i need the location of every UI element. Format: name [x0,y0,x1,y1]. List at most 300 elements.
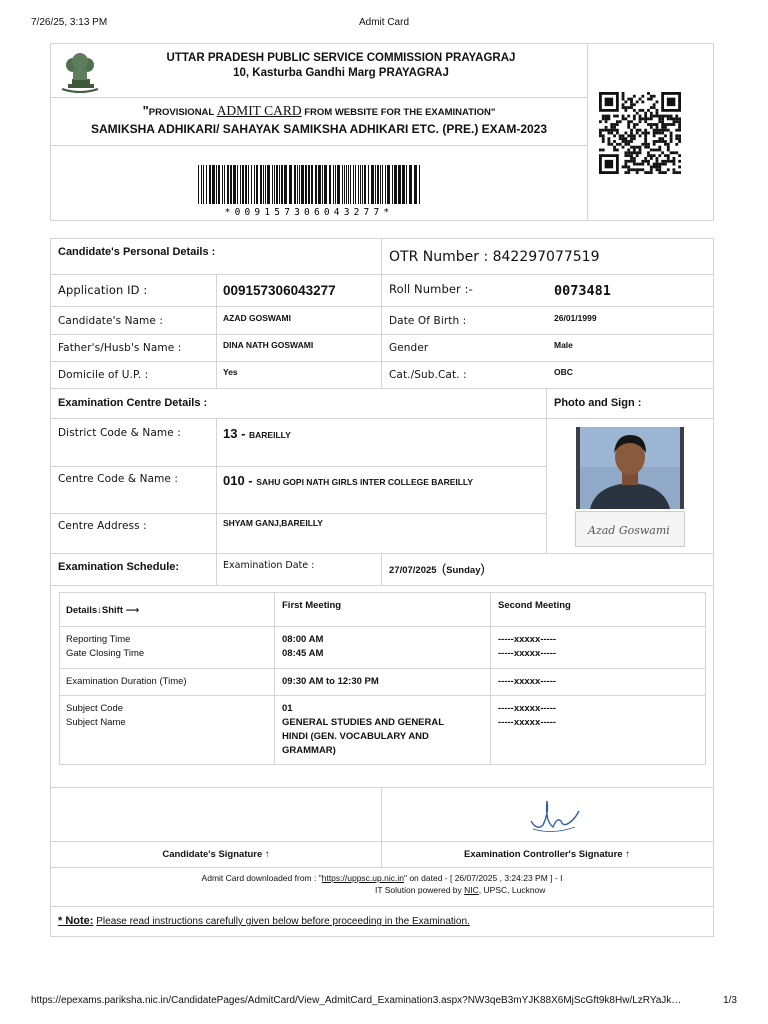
qr-module [667,160,670,163]
qr-module [627,106,630,109]
qr-module [650,123,653,126]
domicile-value: Yes [223,367,238,377]
qr-module [673,120,676,123]
qr-module [653,103,656,106]
qr-module [653,166,656,169]
barcode-bar [301,165,304,204]
qr-module [661,163,664,166]
barcode-bar [308,165,310,204]
qr-module [630,160,633,163]
barcode-bar [218,165,220,204]
divider [51,274,713,275]
barcode-bar [198,165,199,204]
qr-module [641,143,644,146]
divider [51,466,546,467]
qr-module [622,98,625,101]
otr-value: 842297077519 [492,249,600,265]
qr-module [630,129,633,132]
gate-closing-label: Gate Closing Time [66,648,145,659]
qr-module [622,115,625,118]
barcode-bar [299,165,300,204]
subject-code-label: Subject Code [66,703,124,714]
qr-module [613,126,616,129]
personal-details-title: Candidate's Personal Details : [58,246,216,258]
barcode-bar [419,165,420,204]
qr-module [624,106,627,109]
barcode-bar [315,165,317,204]
qr-module [658,146,661,149]
qr-module [678,117,681,120]
qr-module [661,137,664,140]
divider [381,239,382,388]
qr-module [641,117,644,120]
qr-module [675,129,678,132]
qr-module [664,160,667,163]
qr-module [647,109,650,112]
qr-module [673,117,676,120]
qr-module [653,140,656,143]
barcode-bar [242,165,244,204]
qr-module [602,149,605,152]
barcode-bar [371,165,374,204]
barcode-bar [230,165,232,204]
subject-name-second: -----xxxxx----- [498,717,557,728]
exam-date-value [389,561,485,576]
candidate-name-label: Candidate's Name : [58,315,164,327]
qr-module [633,168,636,171]
barcode-bar [256,165,258,204]
qr-module [664,143,667,146]
day-open: ( [441,561,447,576]
barcode-bar [362,165,363,204]
barcode-bar [245,165,247,204]
barcode-bar [398,165,401,204]
qr-module [641,132,644,135]
qr-module [641,100,644,103]
qr-module [619,120,622,123]
qr-module [633,103,636,106]
qr-module [641,160,644,163]
barcode-bar [206,165,207,204]
divider [60,668,705,669]
qr-module [624,163,627,166]
qr-module [673,168,676,171]
qr-module [650,157,653,160]
qr-module [653,106,656,109]
download-url[interactable]: https://uppsc.up.nic.in [321,873,404,883]
qr-module [644,143,647,146]
qr-module [656,123,659,126]
qr-module [644,171,647,174]
qr-module [633,157,636,160]
qr-module [622,146,625,149]
qr-module [661,160,664,163]
barcode-bar [380,165,381,204]
qr-module [675,137,678,140]
qr-module [658,168,661,171]
qr-module [647,92,650,95]
qr-module [605,115,608,118]
qr-module [667,154,670,157]
qr-module [650,126,653,129]
barcode-bar [274,165,275,204]
qr-module [633,134,636,137]
qr-module [661,115,664,118]
subject-code-first: 01 [282,703,293,714]
barcode-bar [402,165,405,204]
qr-module [636,132,639,135]
qr-module [661,120,664,123]
qr-module [647,123,650,126]
qr-module [605,117,608,120]
qr-module [673,160,676,163]
qr-module [664,123,667,126]
centre-details-title: Examination Centre Details : [58,397,208,409]
qr-module [639,168,642,171]
qr-module [633,163,636,166]
qr-module [653,132,656,135]
qr-module [602,134,605,137]
nic-link[interactable]: NIC [464,885,479,895]
qr-module [650,154,653,157]
divider [51,361,713,362]
centre-name: SAHU GOPI NATH GIRLS INTER COLLEGE BAREILLY [256,477,474,487]
qr-module [644,115,647,118]
qr-module [613,115,616,118]
qr-module [633,160,636,163]
qr-module [633,123,636,126]
barcode-bar [358,165,359,204]
qr-module [607,132,610,135]
candidate-name-value: AZAD GOSWAMI [223,313,291,323]
otr-number [389,249,600,265]
qr-module [667,123,670,126]
qr-module [658,137,661,140]
qr-module [656,140,659,143]
qr-module [675,120,678,123]
barcode-bar [382,165,383,204]
qr-module [647,154,650,157]
qr-module [667,129,670,132]
duration-label: Examination Duration (Time) [66,676,187,687]
qr-module [602,137,605,140]
qr-module [678,137,681,140]
qr-module [661,126,664,129]
qr-module [639,115,642,118]
qr-module [613,146,616,149]
divider [51,867,713,868]
subject-name-first-2: HINDI (GEN. VOCABULARY AND [282,731,429,742]
qr-module [675,134,678,137]
qr-module [670,151,673,154]
qr-module [664,134,667,137]
qr-module [656,132,659,135]
qr-module [644,146,647,149]
admit-card-header [50,43,714,221]
barcode-bar [375,165,376,204]
dob-value: 26/01/1999 [554,313,597,323]
qr-module [639,117,642,120]
divider [51,841,713,842]
qr-module [624,143,627,146]
qr-module [624,154,627,157]
qr-module [610,123,613,126]
qr-module [667,157,670,160]
qr-module [630,146,633,149]
exam-day: Sunday [446,565,481,576]
qr-module [616,129,619,132]
qr-module [622,106,625,109]
qr-module [622,117,625,120]
qr-module [627,168,630,171]
qr-module [636,154,639,157]
print-title: Admit Card [358,17,409,28]
exam-title-pre: PROVISIONAL [148,107,217,118]
qr-module [613,149,616,152]
qr-module [667,149,670,152]
qr-module [599,134,602,137]
instruction-note [58,915,470,927]
qr-module [644,140,647,143]
qr-module [653,163,656,166]
qr-module [647,171,650,174]
print-footer [0,995,768,1009]
qr-module [636,129,639,132]
barcode-bar [406,165,407,204]
qr-module [619,134,622,137]
qr-module [678,160,681,163]
exam-name: SAMIKSHA ADHIKARI/ SAHAYAK SAMIKSHA ADHIKARI ETC. (PRE.) EXAM-2023 [90,122,548,136]
gate-closing-first: 08:45 AM [282,648,324,659]
qr-module [624,100,627,103]
divider [60,695,705,696]
qr-module [656,149,659,152]
print-header [0,17,768,31]
qr-module [636,146,639,149]
district-value [223,426,291,441]
candidate-signature-label: Candidate's Signature ↑ [162,849,270,860]
qr-module [639,151,642,154]
admit-card-label: ADMIT CARD [216,103,302,118]
barcode-bar [355,165,356,204]
qr-module [607,115,610,118]
application-id-label: Application ID : [58,283,148,297]
qr-module [650,149,653,152]
barcode-bar [224,165,225,204]
qr-module [624,137,627,140]
qr-module [627,115,630,118]
qr-module [641,109,644,112]
qr-module [602,117,605,120]
centre-value [223,473,473,488]
barcode [194,164,424,216]
qr-module [619,143,622,146]
barcode-bar [311,165,313,204]
barcode-bar [360,165,361,204]
photo-sign-label: Photo and Sign : [554,397,642,409]
gender-label: Gender [389,342,429,354]
barcode-bar [248,165,249,204]
qr-module [613,123,616,126]
qr-module [605,120,608,123]
qr-module [656,166,659,169]
qr-module [673,157,676,160]
qr-module [647,117,650,120]
qr-module [653,149,656,152]
qr-module [607,143,610,146]
qr-module [678,134,681,137]
qr-module [616,120,619,123]
qr-module [630,168,633,171]
qr-module [639,146,642,149]
centre-address-value: SHYAM GANJ,BAREILLY [223,518,323,528]
qr-module [599,149,602,152]
qr-module [647,151,650,154]
barcode-bar [350,165,351,204]
barcode-bar [260,165,262,204]
qr-module [610,132,613,135]
qr-module [658,154,661,157]
qr-module [627,98,630,101]
qr-module [639,98,642,101]
qr-module [639,129,642,132]
qr-module [602,140,605,143]
barcode-bar [216,165,217,204]
centre-address-label: Centre Address : [58,520,147,532]
controller-signature [523,791,585,839]
qr-module [670,123,673,126]
barcode-bar [377,165,379,204]
qr-module [630,132,633,135]
qr-module [678,166,681,169]
qr-module [656,109,659,112]
qr-module [650,117,653,120]
divider [546,388,547,553]
exam-title [51,102,587,137]
qr-module [661,151,664,154]
qr-module [678,123,681,126]
candidate-photo-sign [575,511,685,547]
qr-module [627,160,630,163]
qr-module [644,120,647,123]
qr-module [664,126,667,129]
divider [51,553,713,554]
qr-module [624,109,627,112]
qr-module [644,117,647,120]
note-text: Please read instructions carefully given below before proceeding in the Examination. [96,916,470,927]
qr-module [650,166,653,169]
exam-title-line-1: "PROVISIONAL ADMIT CARD FROM WEBSITE FOR THE EXAMINATION" [142,103,496,118]
qr-module [678,129,681,132]
barcode-bar [414,165,417,204]
qr-module [599,120,602,123]
qr-module [636,163,639,166]
download-pre: Admit Card downloaded from : " [201,873,322,883]
qr-module [613,134,616,137]
qr-module [664,154,667,157]
barcode-bar [251,165,252,204]
qr-module [636,123,639,126]
qr-module [624,166,627,169]
qr-module [661,132,664,135]
qr-module [624,171,627,174]
qr-module [656,163,659,166]
divider [51,388,713,389]
qr-module [658,149,661,152]
barcode-bar [254,165,255,204]
divider [51,787,713,788]
barcode-bar [263,165,264,204]
divider [51,418,713,419]
qr-module [616,143,619,146]
qr-module [661,117,664,120]
qr-module [627,123,630,126]
divider [216,553,217,585]
barcode-bar [289,165,292,204]
barcode-bar [368,165,369,204]
qr-module [670,140,673,143]
barcode-bar [318,165,321,204]
qr-module [633,151,636,154]
qr-module [644,112,647,115]
qr-module [636,112,639,115]
divider [51,145,587,146]
qr-module [613,140,616,143]
qr-module [627,149,630,152]
qr-module [661,129,664,132]
qr-module [641,95,644,98]
barcode-bar [394,165,397,204]
qr-module [630,137,633,140]
barcode-bar [344,165,345,204]
powered-post: , UPSC, Lucknow [478,885,546,895]
qr-module [664,129,667,132]
qr-module [630,103,633,106]
barcode-text: *009157306043277* [224,207,394,216]
barcode-bar [284,165,287,204]
qr-module [602,129,605,132]
barcode-bar [364,165,366,204]
barcode-bar [272,165,273,204]
qr-module [656,112,659,115]
gender-value: Male [554,340,573,350]
qr-module [647,143,650,146]
district-code: 13 - [223,426,250,441]
qr-module [627,171,630,174]
barcode-bar [409,165,412,204]
qr-module [636,168,639,171]
centre-code: 010 - [223,473,257,488]
qr-module [647,98,650,101]
dob-label: Date Of Birth : [389,315,467,327]
admit-card-body [50,238,714,937]
otr-label: OTR Number : [389,249,493,265]
divider [381,553,382,585]
controller-signature-label: Examination Controller's Signature ↑ [464,849,630,860]
qr-module [667,98,675,106]
subject-name-first-1: GENERAL STUDIES AND GENERAL [282,717,445,728]
qr-module [644,132,647,135]
qr-module [650,168,653,171]
qr-module [658,171,661,174]
barcode-bar [201,165,202,204]
qr-module [630,154,633,157]
gate-closing-second: -----xxxxx----- [498,648,557,659]
print-datetime: 7/26/25, 3:13 PM [31,17,108,28]
category-value: OBC [554,367,573,377]
qr-module [630,120,633,123]
qr-module [627,151,630,154]
